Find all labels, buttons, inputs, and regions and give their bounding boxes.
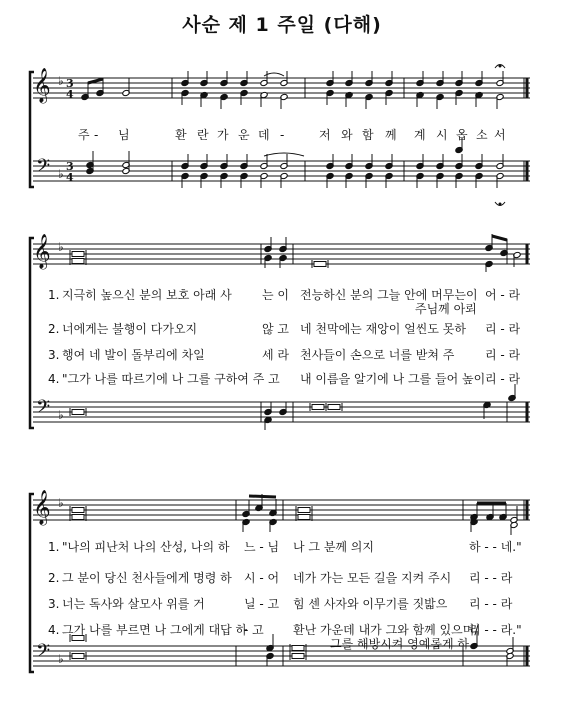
- verse-1-text-b: 는 이: [262, 288, 289, 302]
- verse-1-text-num: 1.: [48, 288, 60, 302]
- flat-icon: ♭: [58, 408, 64, 422]
- refrain-syllable: 계: [414, 128, 426, 142]
- verse-4-text-d: 리 - - 라.": [469, 623, 522, 637]
- verse-2-text-num: 2.: [48, 322, 60, 336]
- refrain-syllable: 환: [175, 128, 187, 142]
- refrain-syllable: 함: [362, 128, 374, 142]
- refrain-syllable: 시: [436, 128, 448, 142]
- verse-1-text-num: 1.: [48, 540, 60, 554]
- refrain-syllable: -: [94, 128, 99, 142]
- refrain-syllable: 와: [341, 128, 353, 142]
- bass-clef-icon: 𝄢: [36, 397, 51, 422]
- verse-1-text-d: 하 - - 네.": [469, 540, 522, 554]
- verse-2-text-a: 너에게는 불행이 다가오지: [62, 322, 198, 336]
- breve-note-icon: [72, 259, 84, 264]
- time-signature-bottom: 4: [66, 171, 74, 184]
- breve-note-icon: [298, 515, 310, 520]
- treble-clef-icon: 𝄞: [33, 68, 51, 103]
- verse-1-text-d: 어 - 라: [485, 288, 521, 302]
- time-signature-top: 3: [66, 160, 74, 173]
- verse-2-text-c: 네 천막에는 재앙이 얼씬도 못하: [300, 322, 466, 336]
- flat-icon: ♭: [58, 496, 64, 510]
- refrain-syllable: 저: [319, 128, 331, 142]
- refrain-syllable: 소: [476, 128, 488, 142]
- breve-note-icon: [312, 405, 324, 410]
- verse-2-text-d: 리 - - 라: [469, 571, 513, 585]
- refrain-syllable: -: [280, 128, 285, 142]
- refrain-syllable: 주: [78, 128, 90, 142]
- refrain-syllable: 가: [217, 128, 229, 142]
- verse-1-text-a: 지극히 높으신 분의 보호 아래 사: [62, 288, 232, 302]
- verse-4-text-a: 그가 나를 부르면 나 그에게 대답 하: [62, 623, 248, 637]
- treble-clef-icon: 𝄞: [33, 234, 51, 269]
- verse-1-text-c: 전능하신 분의 그늘 안에 머무는이: [300, 288, 478, 302]
- breve-note-icon: [72, 515, 84, 520]
- verse-2-text-b: 않 고: [262, 322, 289, 336]
- verse-4-text-num: 4.: [48, 372, 60, 386]
- verse-3-text-d: 리 - - 라: [469, 597, 513, 611]
- flat-icon: ♭: [58, 74, 64, 88]
- verse-3-text-a: 너는 독사와 살모사 위를 거: [62, 597, 205, 611]
- verse-3-text-num: 3.: [48, 348, 60, 362]
- verse-1-text-c2: 주님께 아뢰: [415, 302, 477, 316]
- fermata-dot: [499, 203, 501, 205]
- breve-note-icon: [72, 410, 84, 415]
- verse-3-text-b: 세 라: [262, 348, 289, 362]
- tie-icon: [264, 153, 304, 156]
- breve-note-icon: [72, 508, 84, 513]
- breve-note-icon: [328, 405, 340, 410]
- verse-3-text-c: 천사들이 손으로 너를 받쳐 주: [300, 348, 455, 362]
- verse-1-text-a: "나의 피난처 나의 산성, 나의 하: [62, 540, 230, 554]
- refrain-syllable: 란: [197, 128, 209, 142]
- verse-2-text-a: 그 분이 당신 천사들에게 명령 하: [62, 571, 232, 585]
- verse-3-text-num: 3.: [48, 597, 60, 611]
- flat-icon: ♭: [58, 167, 64, 181]
- verse-4-text-c: 내 이름을 알기에 나 그를 들어 높이: [300, 372, 486, 386]
- verse-2-text-num: 2.: [48, 571, 60, 585]
- verse-4-text-c2: 그를 해방시켜 영예롭게 하: [330, 637, 469, 651]
- breve-note-icon: [292, 646, 304, 651]
- bass-clef-icon: 𝄢: [36, 156, 51, 181]
- breve-note-icon: [72, 654, 84, 659]
- page-title: 사순 제 1 주일 (다해): [182, 14, 382, 36]
- refrain-syllable: 옵: [456, 128, 468, 142]
- verse-4-text-a: "그가 나를 따르기에 나 그를 구하여 주 고: [62, 372, 280, 386]
- refrain-syllable: 운: [238, 128, 250, 142]
- breve-note-icon: [314, 262, 326, 267]
- refrain-syllable: 께: [385, 128, 397, 142]
- fermata-dot: [499, 65, 501, 67]
- verse-4-text-c: 환난 가운데 내가 그와 함께 있으며/: [293, 623, 479, 637]
- flat-icon: ♭: [58, 240, 64, 254]
- verse-1-text-c: 나 그 분께 의지: [293, 540, 374, 554]
- treble-clef-icon: 𝄞: [33, 490, 51, 525]
- verse-2-text-b: 시 - 어: [244, 571, 280, 585]
- verse-3-text-c: 힘 센 사자와 이무기를 짓밟으: [293, 597, 448, 611]
- refrain-syllable: 데: [258, 128, 270, 142]
- verse-4-text-b: - 고: [244, 623, 264, 637]
- verse-1-text-b: 느 - 님: [244, 540, 280, 554]
- refrain-syllable: 서: [494, 128, 506, 142]
- verse-4-text-d: 리 - 라: [485, 372, 521, 386]
- breve-note-icon: [298, 508, 310, 513]
- verse-2-text-c: 네가 가는 모든 길을 지켜 주시: [293, 571, 452, 585]
- verse-3-text-b: 닐 - 고: [244, 597, 280, 611]
- verse-4-text-num: 4.: [48, 623, 60, 637]
- time-signature-bottom: 4: [66, 88, 74, 101]
- breve-note-icon: [72, 252, 84, 257]
- time-signature-top: 3: [66, 77, 74, 90]
- verse-treble-staff-2: [33, 500, 530, 520]
- verse-3-text-d: 리 - 라: [485, 348, 521, 362]
- flat-icon: ♭: [58, 652, 64, 666]
- verse-3-text-a: 행여 네 발이 돌부리에 차일: [62, 348, 205, 362]
- breve-note-icon: [292, 654, 304, 659]
- refrain-syllable: 님: [118, 128, 130, 142]
- verse-2-text-d: 리 - 라: [485, 322, 521, 336]
- bass-clef-icon: 𝄢: [36, 641, 51, 666]
